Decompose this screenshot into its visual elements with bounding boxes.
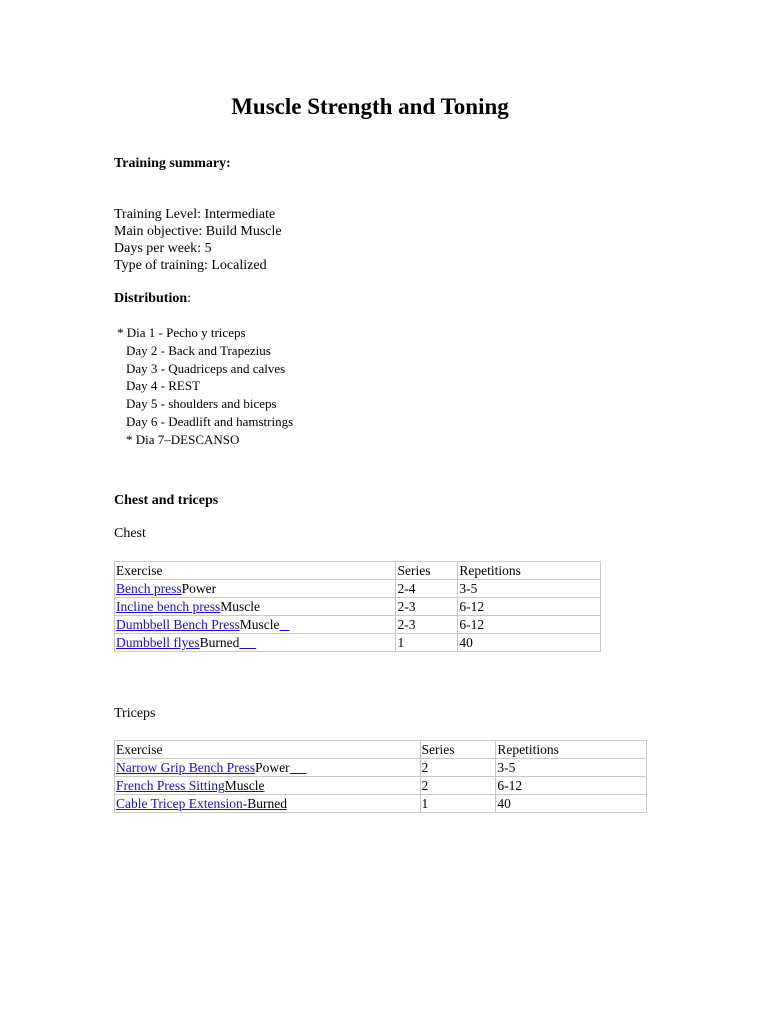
page-title: Muscle Strength and Toning bbox=[231, 94, 509, 119]
repetitions-cell: 3-5 bbox=[496, 759, 647, 777]
exercise-suffix: Burned bbox=[199, 635, 240, 650]
exercise-link-dumbbell-bench-press[interactable]: Dumbbell Bench Press bbox=[116, 617, 240, 632]
distribution-heading bbox=[114, 291, 191, 307]
distribution-heading-colon: : bbox=[187, 291, 192, 306]
exercise-suffix: Power bbox=[181, 581, 217, 596]
exercise-cell bbox=[115, 759, 421, 777]
repetitions-cell: 40 bbox=[458, 634, 601, 652]
summary-item-type: Type of training: Localized bbox=[114, 258, 267, 273]
chest-header-repetitions: Repetitions bbox=[458, 562, 601, 580]
exercise-link-incline-bench-press[interactable]: Incline bench press bbox=[116, 599, 221, 614]
exercise-link-dumbbell-flyes[interactable]: Dumbbell flyes bbox=[116, 635, 200, 650]
distribution-list bbox=[117, 324, 293, 449]
distribution-day-6: Day 6 - Deadlift and hamstrings bbox=[126, 413, 294, 429]
repetitions-cell: 6-12 bbox=[496, 777, 647, 795]
series-cell: 1 bbox=[420, 795, 496, 813]
exercise-tail bbox=[280, 617, 290, 632]
triceps-header-series: Series bbox=[420, 741, 496, 759]
triceps-header-repetitions: Repetitions bbox=[496, 741, 647, 759]
distribution-day-5: Day 5 - shoulders and biceps bbox=[126, 396, 277, 412]
exercise-cell bbox=[115, 634, 396, 652]
series-cell: 2-4 bbox=[396, 580, 458, 598]
exercise-cell bbox=[115, 580, 396, 598]
series-cell: 2 bbox=[420, 759, 496, 777]
chest-table-header-row bbox=[115, 562, 601, 580]
table-row bbox=[115, 795, 647, 813]
triceps-header-exercise: Exercise bbox=[115, 741, 421, 759]
exercise-suffix: Power bbox=[255, 760, 290, 775]
distribution-day-7: * Dia 7–DESCANSO bbox=[126, 431, 240, 447]
table-row bbox=[115, 598, 601, 616]
table-row bbox=[115, 616, 601, 634]
exercise-cell bbox=[115, 795, 421, 813]
exercise-link-cable-tricep-extension[interactable]: Cable Tricep Extension bbox=[116, 796, 243, 811]
chest-label: Chest bbox=[114, 526, 146, 541]
triceps-label: Triceps bbox=[114, 706, 156, 721]
table-row bbox=[115, 580, 601, 598]
summary-item-level: Training Level: Intermediate bbox=[114, 207, 276, 222]
repetitions-cell: 6-12 bbox=[458, 598, 601, 616]
chest-triceps-heading: Chest and triceps bbox=[114, 493, 219, 508]
distribution-day-4: Day 4 - REST bbox=[126, 378, 201, 394]
chest-header-series: Series bbox=[396, 562, 458, 580]
exercise-suffix: Muscle bbox=[239, 617, 280, 632]
exercise-link-bench-press[interactable]: Bench press bbox=[116, 581, 182, 596]
exercise-cell bbox=[115, 616, 396, 634]
exercise-link-french-press-sitting[interactable]: French Press Sitting bbox=[116, 778, 225, 793]
exercise-cell bbox=[115, 598, 396, 616]
exercise-tail bbox=[239, 635, 256, 650]
distribution-day-1: * Dia 1 - Pecho y triceps bbox=[117, 325, 246, 340]
table-row bbox=[115, 759, 647, 777]
repetitions-cell: 3-5 bbox=[458, 580, 601, 598]
training-summary-list bbox=[114, 206, 282, 274]
triceps-table-header-row bbox=[115, 741, 647, 759]
chest-table bbox=[114, 561, 601, 652]
training-summary-heading: Training summary: bbox=[114, 156, 231, 171]
summary-item-days: Days per week: 5 bbox=[114, 241, 212, 256]
exercise-cell bbox=[115, 777, 421, 795]
series-cell: 2 bbox=[420, 777, 496, 795]
distribution-day-3: Day 3 - Quadriceps and calves bbox=[126, 360, 286, 376]
exercise-tail bbox=[290, 760, 307, 775]
series-cell: 1 bbox=[396, 634, 458, 652]
triceps-table bbox=[114, 740, 647, 813]
summary-item-objective: Main objective: Build Muscle bbox=[114, 224, 282, 239]
series-cell: 2-3 bbox=[396, 616, 458, 634]
table-row bbox=[115, 634, 601, 652]
repetitions-cell: 6-12 bbox=[458, 616, 601, 634]
distribution-heading-label: Distribution bbox=[114, 291, 188, 306]
exercise-suffix: Muscle bbox=[224, 778, 265, 793]
table-row bbox=[115, 777, 647, 795]
exercise-suffix: -Burned bbox=[242, 796, 287, 811]
repetitions-cell: 40 bbox=[496, 795, 647, 813]
exercise-link-narrow-grip-bench-press[interactable]: Narrow Grip Bench Press bbox=[116, 760, 256, 775]
chest-header-exercise: Exercise bbox=[115, 562, 396, 580]
distribution-day-2: Day 2 - Back and Trapezius bbox=[126, 342, 271, 358]
series-cell: 2-3 bbox=[396, 598, 458, 616]
exercise-suffix: Muscle bbox=[220, 599, 260, 614]
